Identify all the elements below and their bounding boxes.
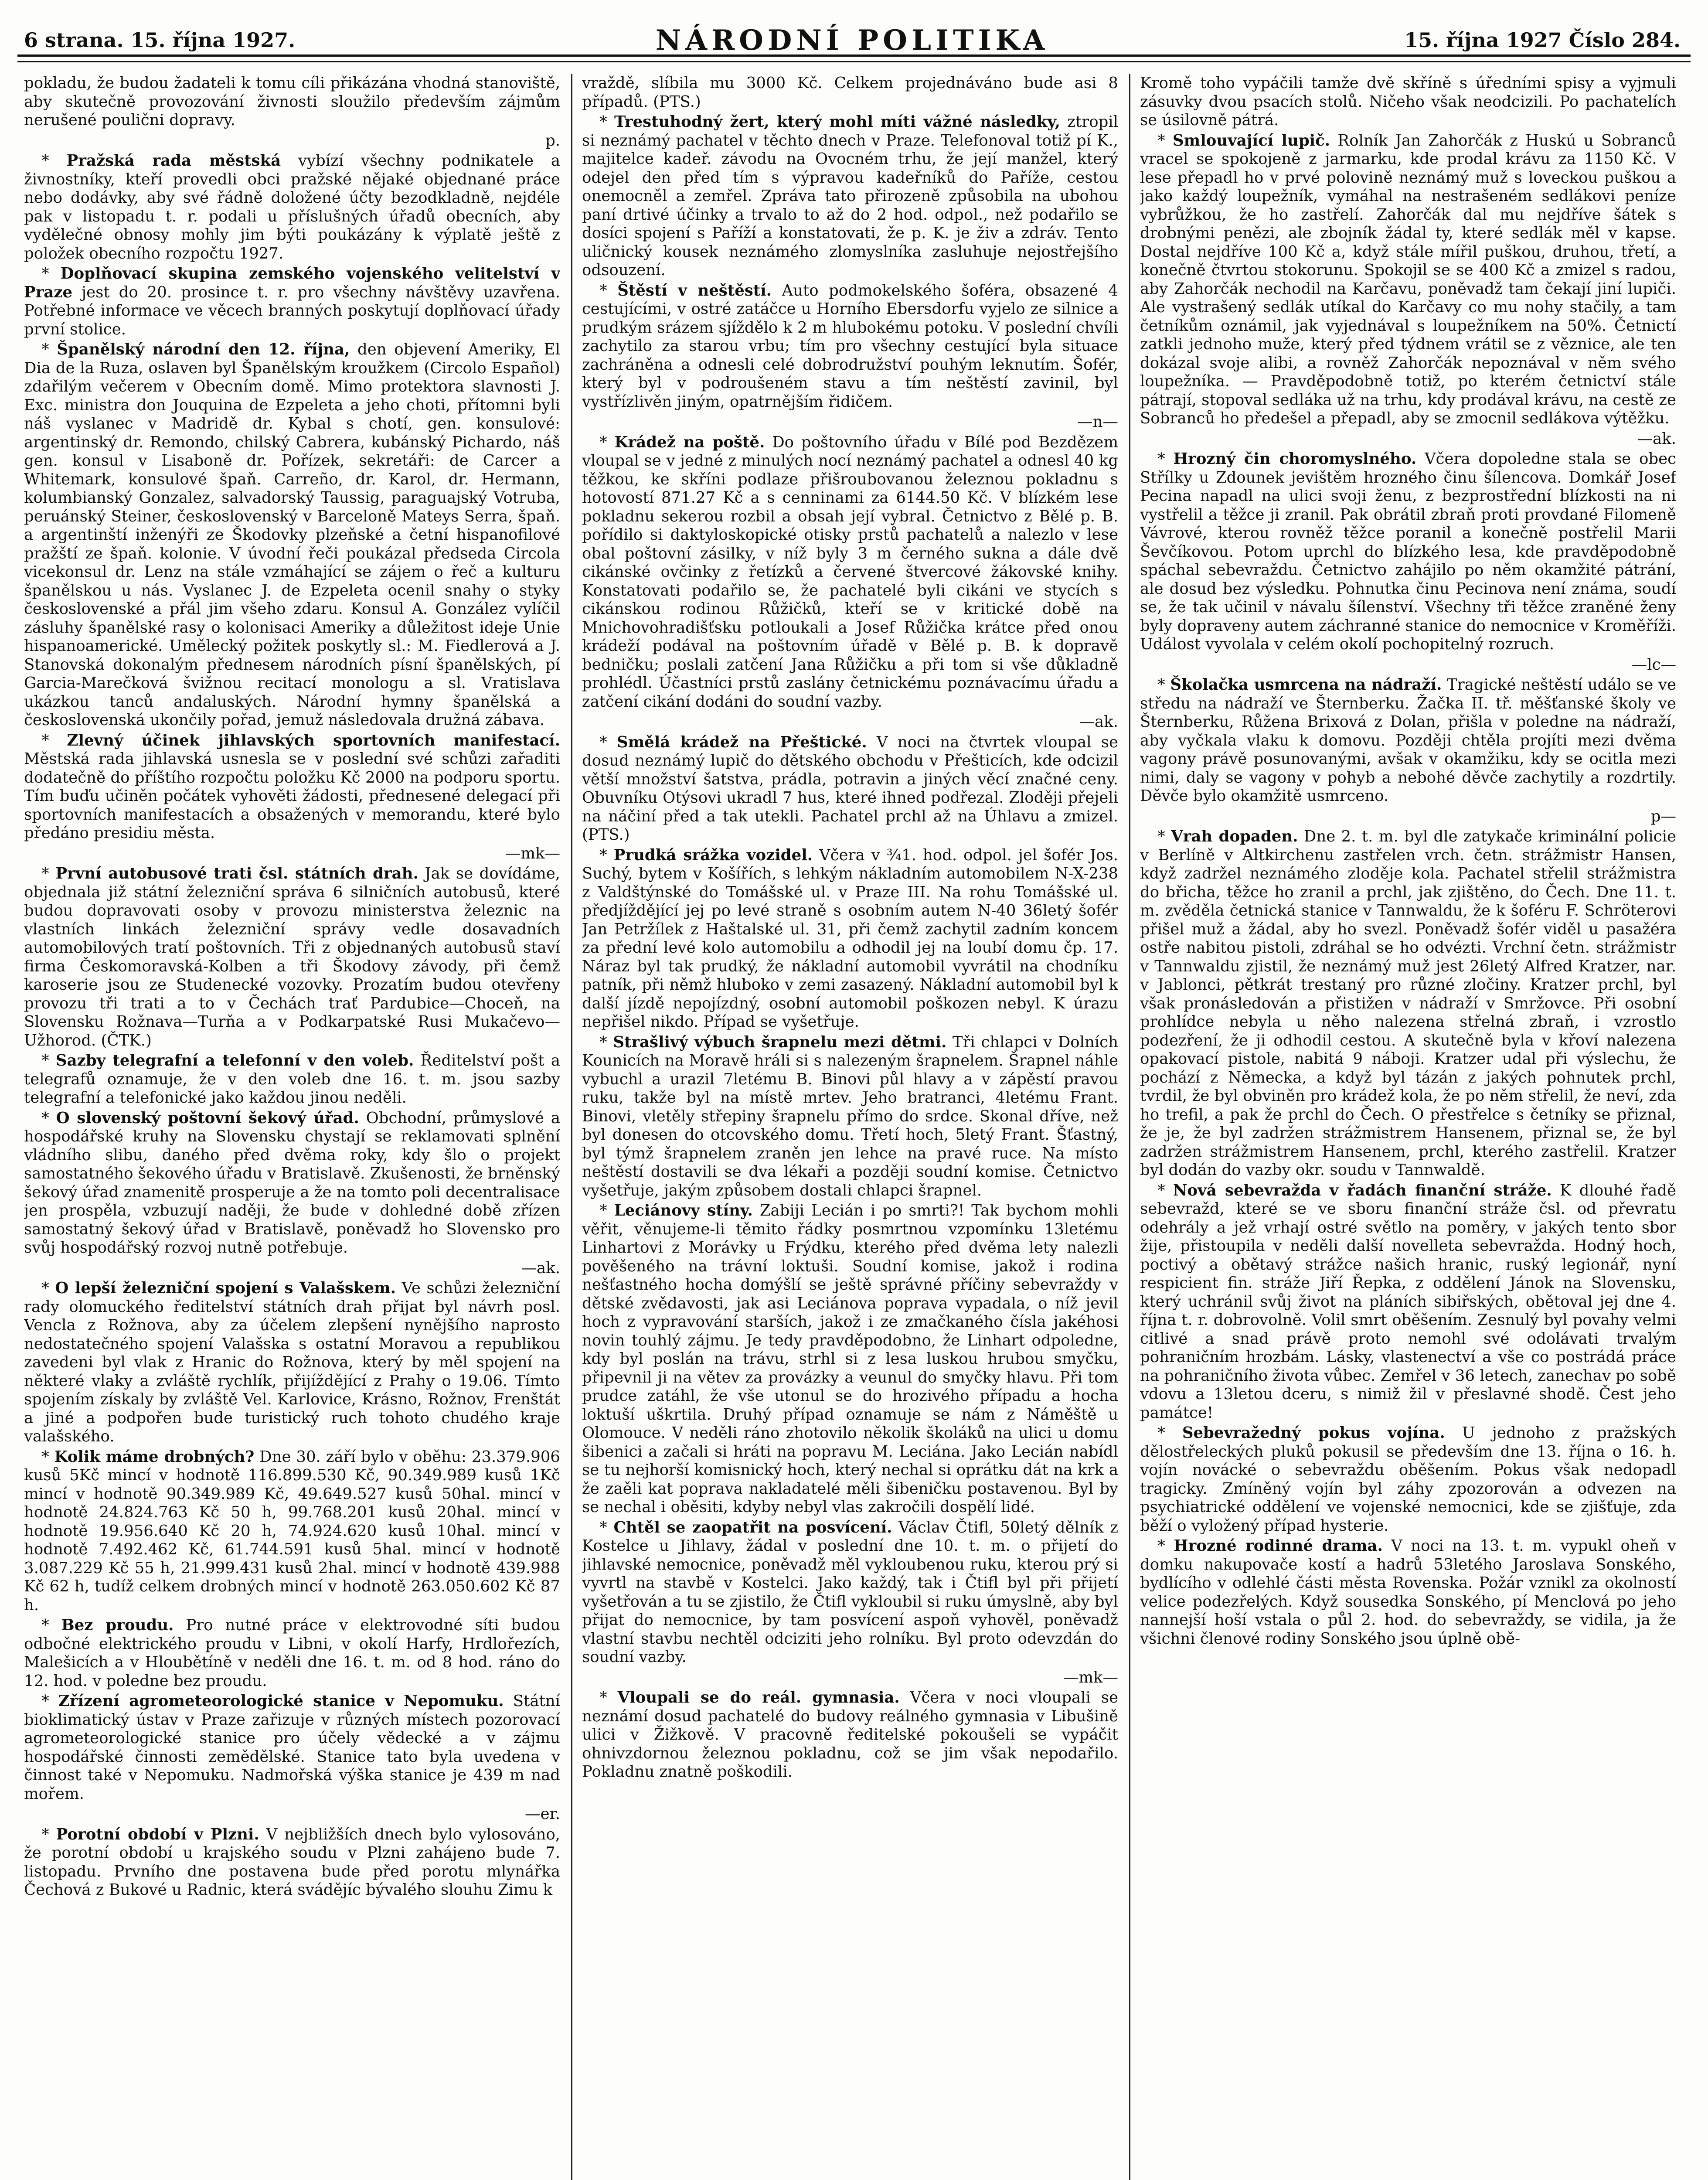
article-body: Včera v ¾1. hod. odpol. jel šofér Jos. Suchý, bytem v Košířích, s lehkým nákladním automobilem N-X-238 z Valdštýnské do Tomášské ul. v Praze III. Na rohu Tomášské ul. předjíždějící jej po levé straně s osobním autem N-40 36letý šofér Jan Petržílek z Haštalské ul. 31, při čemž zachytil zadním koncem za přední levé kolo automobilu a odhodil jej na loubí domu čp. 17. Náraz byl tak prudký, že nákladní automobil vyvrátil na chodníku patník, při němž hluboko v zemi zasazený. Nákladní automobil byl k další jízdě nepojízdný, osobní automobil poškozen nebyl. K úrazu nepřišel nikdo. Případ se vyšetřuje. <box>582 846 1118 1031</box>
news-article: * Vrah dopaden. Dne 2. t. m. byl dle zatykače kriminální policie v Berlíně v Altkirchenu zastřelen vrch. četn. strážmistr Hansen, když zadržel neznámého zloděje kola. Pachatel střelil strážmistra do břicha, těžce ho zranil a prchl, jak zjištěno, do Čech. Dne 11. t. m. zvěděla četnická stanice v Tannwaldu, že k šoféru F. Schröterovi přišel muž a žádal, aby ho svezl. Poněvadž šofér viděl u pasažéra ostře nabitou pistoli, zdráhal se ho odvézti. Vrchní četn. strážmistr v Tannwaldu zjistil, že neznámý muž jest 26letý Alfred Kratzer, nar. v Jablonci, pětkrát trestaný pro různé zločiny. Kratzer prchl, byl však pronásledován a přistižen v nádraží v Smržovce. Při osobní prohlídce nebyla u něho nalezena střelná zbraň, i vzrostlo podezření, že ji odhodil cestou. A skutečně byla v křoví nalezena opakovací pistole, nabitá 9 náboji. Kratzer udal při výslechu, že pochází z Německa, a když byl tázán z jakých pohnutek prchl, tvrdil, že byl obviněn pro krádež kola, že po něm střelil, že neví, zda ho trefil, a pak že prchl do Čech. O přestřelce s četníky se přiznal, že je, že byl zadržen strážmistrem Hansenem, přiznal se, že byl zadržen strážmistrem Hansenem, prchl, kterého zastřelil. Kratzer byl dodán do vazby okr. soudu v Tannwaldě. <box>1140 828 1676 1179</box>
article-signature: —lc— <box>1631 655 1676 674</box>
page-number-date: 6 strana. 15. října 1927. <box>24 28 296 52</box>
article-headline: Pražská rada městská <box>66 152 281 170</box>
article-headline: Hrozné rodinné drama. <box>1174 1537 1383 1555</box>
news-article: * Hrozné rodinné drama. V noci na 13. t. m. vypukl oheň v domku nakupovače kostí a hadrů 53letého Jaroslava Sonského, bydlícího v odlehlé části města Rovenska. Požár vznikl za okolností velice podezřelých. Když sousedka Sonského, pí Menclová po jeho nannejší hoší vstala o půl 2. hod. do sebevraždy, se vidila, ja že všichni členové rodiny Sonského jsou úplně obě- <box>1140 1537 1676 1648</box>
article-body: Václav Čtifl, 50letý dělník z Kostelce u Jihlavy, žádal v poslední dne 10. t. m. o přijetí do jihlavské nemocnice, poněvadž měl vykloubenou ruku, kterou prý si vyvrtl na stavbě v Kostelci. Jako každý, tak i Čtifl byl při přijetí vyšetřován a tu se zjistilo, že Čtifl vykloubil si ruku úmyslně, aby byl přijat do nemocnice, by tam posvícení aspoň vyhověl, poněvadž vlastní stavbu nechtěl odciziti jeho rolníku. Byl proto odevzdán do soudní vazby. <box>582 1518 1118 1666</box>
article-body: V noci na čtvrtek vloupal se dosud neznámý lupič do dětského obchodu v Přešticích, kde odcizil větší množství šatstva, prádla, potravin a jiných věcí značné ceny. Obuvníku Otýsovi ukradl 7 hus, které ihned podřezal. Zloději přejeli na náčiní před a tak utekli. Pachatel prchl až na Úhlavu a zmizel. (PTS.) <box>582 733 1118 844</box>
article-headline: Strašlivý výbuch šrapnelu mezi dětmi. <box>613 1033 947 1051</box>
article-headline: Prudká srážka vozidel. <box>613 846 813 864</box>
article-body: Včera v noci vloupali se neznámí dosud pachatelé do budovy reálného gymnasia v Libušině ulici v Žižkově. V pracovně ředitelské pokoušeli se vypáčit ohnivzdornou železnou pokladnu, což se jim však nepodařilo. Pokladnu znatně poškodili. <box>582 1689 1118 1781</box>
news-article: * Štěstí v neštěstí. Auto podmokelského šoféra, obsazené 4 cestujícími, v ostré zatáčce u Horního Ebersdorfu vyjelo ze silnice a prudkým srázem sjíždělo k 2 m hlubokému potoku. V poslední chvíli zachytilo za starou vrbu; tím pro všechny cestující byla situace zachráněna a odnesli celé dobrodružství pouhým leknutím. Šofér, který byl v podroušeném stavu a tím neštěstí zavinil, byl vystřízlivěn jiným, opatrnějším řidičem. <box>582 281 1118 411</box>
article-body: Dne 2. t. m. byl dle zatykače kriminální policie v Berlíně v Altkirchenu zastřelen vrch. četn. strážmistr Hansen, když zadržel neznámého zloděje kola. Pachatel střelil strážmistra do břicha, těžce ho zranil a prchl, jak zjištěno, do Čech. Dne 11. t. m. zvěděla četnická stanice v Tannwaldu, že k šoféru F. Schröterovi přišel muž a žádal, aby ho svezl. Poněvadž šofér viděl u pasažéra ostře nabitou pistoli, zdráhal se ho odvézti. Vrchní četn. strážmistr v Tannwaldu zjistil, že neznámý muž jest 26letý Alfred Kratzer, nar. v Jablonci, pětkrát trestaný pro různé zločiny. Kratzer prchl, byl však pronásledován a přistižen v nádraží v Smržovce. Při osobní prohlídce nebyla u něho nalezena střelná zbraň, i vzrostlo podezření, že ji odhodil cestou. A skutečně byla v křoví nalezena opakovací pistole, nabitá 9 náboji. Kratzer udal při výslechu, že pochází z Německa, a když byl tázán z jakých pohnutek prchl, tvrdil, že byl obviněn pro krádež kola, že po něm střelil, že neví, zda ho trefil, a pak že prchl do Čech. O přestřelce s četníky se přiznal, že je, že byl zadržen strážmistrem Hansenem, přiznal se, že byl zadržen strážmistrem Hansenem, prchl, kterého zastřelil. Kratzer byl dodán do vazby okr. soudu v Tannwaldě. <box>1140 828 1676 1179</box>
column-1 <box>24 74 560 2180</box>
article-body: V nejbližších dnech bylo vylosováno, že porotní období u krajského soudu v Plzni zahájeno bude 7. listopadu. Prvního dne postavena bude před porotu mlynářka Čechová z Bukové u Radnic, která svádějíc bývalého slouhu Zimu k <box>24 1825 560 1899</box>
article-headline: Nová sebevražda v řadách finanční stráže. <box>1173 1181 1552 1199</box>
article-body: Zabiji Lecián i po smrti?! Tak bychom mohli věřit, věnujeme-li těmito řádky posmrtnou vzpomínku 13letému Linhartovi z Morávky u Frýdku, kterého před dvěma lety nalezli pověšeného na trávní loktuši. Soudní komise, jakož i rodina nešťastného hocha domýšlí se ještě správné příčiny sebevraždy v dětské zvědavosti, jak asi Leciánova poprava vypadala, o níž jevil hoch z vypravování starších, jakož i ze zmačkaného čísla jakéhosi novin touhlý zájmu. Je tedy pravděpodobno, že Linhart odpoledne, kdy byl poslán na trávu, strhl si z lesa luskou hrubou smyčku, připevnil ji na větev za provázky a veunul do smyčky hlavu. Při tom prudce zatáhl, že vše utonul se do hrozivého případu a hocha loktuší uškrtila. Druhý případ oznamuje se nám z Náměště u Olomouce. V neděli ráno zhotovilo několik školáků na ulici u domu šibenici a začali si hráti na popravu M. Leciána. Jako Lecián nabídl se tu nejhorší komisnický hoch, který nechal si oprátku dát na krk a že zaěli kat poprava nakladatelé měli šibeničku postavenou. Byl by se nechal i oběsiti, kdyby nebyl vlas zakročili dospělí lidé. <box>582 1202 1118 1516</box>
article-headline: Španělský národní den 12. října, <box>57 341 350 358</box>
article-headline: Smělá krádež na Přeštické. <box>616 733 867 751</box>
article-body: Státní bioklimatický ústav v Praze zařizuje v různých místech pozorovací agrometeorologické stanice pro účely vědecké a v zájmu hospodářské činnosti zemědělské. Stanice tato byla uvedena v činnost také v Nepomuku. Nadmořská výška stanice je 439 m nad mořem. <box>24 1692 560 1803</box>
news-article: * Smlouvající lupič. Rolník Jan Zahorčák z Huskú u Sobranců vracel se spokojeně z jarmarku, kde prodal krávu za 1150 Kč. V lese přepadl ho v prvé polovině neznámý muž s loveckou puškou a jako každý loupežník, vymáhal na nestrašeném sedlákovi peníze vybrůžkou, že ho zastřelí. Zahorčák dal mu nejdříve šátek s drobnými penězi, ale zbojník žádal ty, které sedlák měl v kapse. Dostal nejdříve 100 Kč a, když stále mířil puškou, druhou, třetí, a konečně čtvrtou stokorunu. Spokojil se se 400 Kč a zmizel s radou, aby Zahorčák nechodil na Karčavu, poněvadž tam čekají jiní lupiči. Ale vystrašený sedlák utíkal do Karčavy co mu nohy stačily, a tam četníkům oznámil, jak vyjednával s loupežníkem na 50%. Četnictí zatkli jednoho muže, který před týdnem vrátil se z věznice, ale ten dokázal svoje alibi, a rovněž Zahorčák nepoznával v něm svého loupežníka. — Pravděpodobně totiž, po kterém četnictví stále pátrají, stopoval sedláka už na trhu, kdy prodával krávu, na cestě ze Sobranců ho předešel a přepadl, aby se zmocnil sedlákova výtěžku. <box>1140 131 1676 427</box>
news-article: * Krádež na poště. Do poštovního úřadu v Bílé pod Bezdězem vloupal se v jedné z minulých nocí neznámý pachatel a odnesl 40 kg těžkou, ke skříni podlaze přišroubovanou železnou pokladnu s hotovostí 871.27 Kč a s cenninami za 6144.50 Kč. V blízkém lese pokladnu sekerou rozbil a obsah její vybral. Četnictvo z Bělé p. B. pořídilo si daktyloskopické otisky prstů pachatelů a nalezlo v lese obal poštovní zásilky, v níž byly 3 m černého sukna a dále dvě cikánské ovčinky z řetízků a červené štvercové žákovské knihy. Konstatovati podařilo se, že pachatelé byli cikáni ve stycích s cikánskou rodinou Růžičků, kteří se v kritické době na Mnichovohradišťsku potloukali a Josef Růžička krátce před onou krádeží podával na poštovním úřadě v Bělé p. B. k dopravě bedničku; poslali zatčení Jana Růžičku a při tom si vše důkladně prohlédl. Účastníci prstů zaslány četnickému poznávacímu úřadu a zatčení cikání dodáni do soudní vazby. <box>582 433 1118 711</box>
article-signature: —mk— <box>1063 1668 1118 1686</box>
article-headline: Kolik máme drobných? <box>54 1448 255 1466</box>
news-article: * Zlevný účinek jihlavských sportovních manifestací. Městská rada jihlavská usnesla se v poslední své schůzi zařaditi dodatečně do příštího rozpočtu položku Kč 2000 na podporu sportu. Tím buďu učiněn počátek vyhověti žádosti, přednesené delegací při sportovních manifestacích a obsažených v memorandu, které bylo předáno presidiu města. <box>24 731 560 842</box>
article-headline: Školačka usmrcena na nádraží. <box>1170 676 1442 694</box>
article-signature: —n— <box>1077 413 1118 431</box>
article-signature: —ak. <box>521 1259 560 1277</box>
column-3 <box>1140 74 1676 2180</box>
article-body: den objevení Ameriky, El Dia de la Ruza, oslaven byl Španělským kroužkem (Circolo Español) zdařilým večerem v Obecním domě. Mimo protektora slavnosti J. Exc. ministra don Jouquina de Ezpeleta a jeho choti, přítomni byli náš vyslanec v Madridě dr. Kybal s chotí, gen. konsulové: argentinský dr. Remondo, chilský Cabrera, kubánský Pichardo, náš gen. konsul v Lisaboně dr. Pořízek, sekretáři: de Carcer a Whitemark, konsulové špaň. Carreño, dr. Karol, dr. Hermann, kolumbianský Gonzalez, salvadorský Taussig, paraguajský Votruba, peruánský Steiner, československý v Barceloně Mateys Serra, špaň. a argentinští inženýři ze Škodovky plzeňské a četní hispanofilové pražští ze špaň. kolonie. V úvodní řeči poukázal předseda Circola vicekonsul dr. Lenz na stále vzmáhající se zájem o řeč a kulturu španělskou u nás. Vyslanec J. de Ezpeleta ocenil snahy o styky československé a přál jim všeho zdaru. Konsul A. González vylíčil zásluhy španělské rasy o kolonisaci Ameriky a důležitost ideje Unie hispanoamerické. Umělecký požitek poskytly sl.: M. Fiedlerová a J. Stanovská dokonalým přednesem národních písní španělských, pí Garcia-Marečková švižnou recitací monologu a sl. Vratislava ukázkou tanců andaluských. Národní hymny španělská a československá ukončily pořad, jemuž následovala družná zábava. <box>24 341 560 729</box>
news-article: * O slovenský poštovní šekový úřad. Obchodní, průmyslové a hospodářské kruhy na Slovensku chystají se reklamovati splnění vládního slibu, daného před dvěma roky, kdy šlo o projekt samostatného šekového úřadu v Bratislavě. Zkušenosti, že brněnský šekový úřad znamenitě prosperuje a že na tomto poli decentralisace jen prospěla, vzbuzují naději, že bude v dohledné době zřízen samostatný šekový úřad v Bratislavě, poněvadž ho Slovensko pro svůj hospodářský rozvoj nutně potřebuje. <box>24 1109 560 1257</box>
news-article: * Strašlivý výbuch šrapnelu mezi dětmi. Tři chlapci v Dolních Kounicích na Moravě hráli si s nalezeným šrapnelem. Šrapnel náhle vybuchl a urazil 7letému B. Binovi půl hlavy a v zápěstí pravou ruku, takže byl na místě mrtev. Jeho bratranci, 4letému Frant. Binovi, vletěly střepiny šrapnelu přímo do srdce. Skonal dříve, než byl donesen do otcovského domu. Třetí hoch, 5letý Frant. Šťastný, byl týmž šrapnelem zraněn jen lehce na pravé ruce. Na místo neštěstí dostavili se dva lékaři a později soudní komise. Četnictvo vyšetřuje, jakým způsobem dostali chlapci šrapnel. <box>582 1033 1118 1199</box>
news-article: * Zřízení agrometeorologické stanice v Nepomuku. Státní bioklimatický ústav v Praze zařizuje v různých místech pozorovací agrometeorologické stanice pro účely vědecké a v zájmu hospodářské činnosti zemědělské. Stanice tato byla uvedena v činnost také v Nepomuku. Nadmořská výška stanice je 439 m nad mořem. <box>24 1692 560 1803</box>
news-article: * Trestuhodný žert, který mohl míti vážné následky, ztropil si neznámý pachatel v těchto dnech v Praze. Telefonoval totiž pí K., majitelce kadeř. závodu na Ovocném trhu, že její manžel, který odejel den před tím s výpravou kadeřníků do Paříže, cestou onemocněl a zemřel. Zpráva tato přirozeně způsobila na ubohou paní drtivé účinky a trvalo to až do 2 hod. odpol., než podařilo se dosíci spojení s Paříží a konstatovati, že p. K. je živ a zdráv. Tento uličnický kousek neznámého zlomyslníka zasluhuje nejostřejšího odsouzení. <box>582 113 1118 279</box>
news-article: * Pražská rada městská vybízí všechny podnikatele a živnostníky, kteří provedli obci pražské nějaké objednané práce nebo dodávky, aby své řádně doložené účty bezodkladně, nejdéle pak v listopadu t. r. podali u příslušných úřadů obecních, aby vydělečné obnosy mohly jim býti poukázány k výplatě ještě z položek obecního rozpočtu 1927. <box>24 152 560 262</box>
column-2 <box>582 74 1118 2180</box>
news-article: * Leciánovy stíny. Zabiji Lecián i po smrti?! Tak bychom mohli věřit, věnujeme-li těmito řádky posmrtnou vzpomínku 13letému Linhartovi z Morávky u Frýdku, kterého před dvěma lety nalezli pověšeného na trávní loktuši. Soudní komise, jakož i rodina nešťastného hocha domýšlí se ještě správné příčiny sebevraždy v dětské zvědavosti, jak asi Leciánova poprava vypadala, o níž jevil hoch z vypravování starších, jakož i ze zmačkaného čísla jakéhosi novin touhlý zájmu. Je tedy pravděpodobno, že Linhart odpoledne, kdy byl poslán na trávu, strhl si z lesa luskou hrubou smyčku, připevnil ji na větev za provázky a veunul do smyčky hlavu. Při tom prudce zatáhl, že vše utonul se do hrozivého případu a hocha loktuší uškrtila. Druhý případ oznamuje se nám z Náměště u Olomouce. V neděli ráno zhotovilo několik školáků na ulici u domu šibenici a začali si hráti na popravu M. Leciána. Jako Lecián nabídl se tu nejhorší komisnický hoch, který nechal si oprátku dát na krk a že zaěli kat poprava nakladatelé měli šibeničku postavenou. Byl by se nechal i oběsiti, kdyby nebyl vlas zakročili dospělí lidé. <box>582 1202 1118 1516</box>
article-signature: —mk— <box>505 844 560 862</box>
article-headline: Smlouvající lupič. <box>1173 131 1330 150</box>
article-body: Ve schůzi železniční rady olomuckého ředitelství státních drah přijat byl návrh posl. Vencla z Rožnova, aby za účelem zlepšení nynějšího naprosto nedostatečného spojení Valašska s ostatní Moravou a republikou zavedeni byl vlak z Hranic do Rožnova, který by měl spojení na některé vlaky a zvláště rychlík, přijíždějící z Prahy o 19.06. Tímto spojením získaly by zvláště Vel. Karlovice, Krásno, Rožnov, Frenštát a jiné a podpořen bude turistický ruch tohoto chudého kraje valašského. <box>24 1279 560 1445</box>
article-body: vybízí všechny podnikatele a živnostníky, kteří provedli obci pražské nějaké objednané práce nebo dodávky, aby své řádně doložené účty bezodkladně, nejdéle pak v listopadu t. r. podali u příslušných úřadů obecních, aby vydělečné obnosy mohly jim býti poukázány k výplatě ještě z položek obecního rozpočtu 1927. <box>24 152 560 262</box>
news-article: * Bez proudu. Pro nutné práce v elektrovodné síti budou odbočné elektrického proudu v Libni, v okolí Harfy, Hrdlořezích, Malešicích a v Hloubětíně v neděli dne 16. t. m. od 8 hod. ráno do 12. hod. v poledne bez proudu. <box>24 1616 560 1690</box>
article-body: Obchodní, průmyslové a hospodářské kruhy na Slovensku chystají se reklamovati splnění vládního slibu, daného před dvěma roky, kdy šlo o projekt samostatného šekového úřadu v Bratislavě. Zkušenosti, že brněnský šekový úřad znamenitě prosperuje a že na tomto poli decentralisace jen prospěla, vzbuzují naději, že bude v dohledné době zřízen samostatný šekový úřad v Bratislavě, poněvadž ho Slovensko pro svůj hospodářský rozvoj nutně potřebuje. <box>24 1109 560 1257</box>
news-article: * O lepší železniční spojení s Valašskem. Ve schůzi železniční rady olomuckého ředitelství státních drah přijat byl návrh posl. Vencla z Rožnova, aby za účelem zlepšení nynějšího naprosto nedostatečného spojení Valašska s ostatní Moravou a republikou zavedeni byl vlak z Hranic do Rožnova, který by měl spojení na některé vlaky a zvláště rychlík, přijíždějící z Prahy o 19.06. Tímto spojením získaly by zvláště Vel. Karlovice, Krásno, Rožnov, Frenštát a jiné a podpořen bude turistický ruch tohoto chudého kraje valašského. <box>24 1279 560 1445</box>
column-divider <box>571 74 572 2180</box>
article-continuation: pokladu, že budou žadateli k tomu cíli přikázána vhodná stanoviště, aby skutečně provozování živnosti sloužilo především zájmům nerušené poulični dopravy. <box>24 74 560 129</box>
article-headline: Doplňovací skupina zemského vojenského velitelství v Praze <box>24 265 560 301</box>
article-headline: První autobusové trati čsl. státních drah. <box>55 865 418 882</box>
article-body: Do poštovního úřadu v Bílé pod Bezdězem vloupal se v jedné z minulých nocí neznámý pachatel a odnesl 40 kg těžkou, ke skříni podlaze přišroubovanou železnou pokladnu s hotovostí 871.27 Kč a s cenninami za 6144.50 Kč. V blízkém lese pokladnu sekerou rozbil a obsah její vybral. Četnictvo z Bělé p. B. pořídilo si daktyloskopické otisky prstů pachatelů a nalezlo v lese obal poštovní zásilky, v níž byly 3 m černého sukna a dále dvě cikánské ovčinky z řetízků a červené štvercové žákovské knihy. Konstatovati podařilo se, že pachatelé byli cikáni ve stycích s cikánskou rodinou Růžičků, kteří se v kritické době na Mnichovohradišťsku potloukali a Josef Růžička krátce před onou krádeží podával na poštovním úřadě v Bělé p. B. k dopravě bedničku; poslali zatčení Jana Růžičku a při tom si vše důkladně prohlédl. Účastníci prstů zaslány četnickému poznávacímu úřadu a zatčení cikání dodáni do soudní vazby. <box>582 433 1118 711</box>
header-rule <box>17 54 1691 57</box>
article-body: ztropil si neznámý pachatel v těchto dnech v Praze. Telefonoval totiž pí K., majitelce kadeř. závodu na Ovocném trhu, že její manžel, který odejel den před tím s výpravou kadeřníků do Paříže, cestou onemocněl a zemřel. Zpráva tato přirozeně způsobila na ubohou paní drtivé účinky a trvalo to až do 2 hod. odpol., než podařilo se dosíci spojení s Paříží a konstatovati, že p. K. je živ a zdráv. Tento uličnický kousek neznámého zlomyslníka zasluhuje nejostřejšího odsouzení. <box>582 113 1118 279</box>
article-body: Pro nutné práce v elektrovodné síti budou odbočné elektrického proudu v Libni, v okolí Harfy, Hrdlořezích, Malešicích a v Hloubětíně v neděli dne 16. t. m. od 8 hod. ráno do 12. hod. v poledne bez proudu. <box>24 1616 560 1690</box>
article-body: K dlouhé řadě sebevražd, které se ve sboru finanční stráže čsl. od převratu odehrály a jež vrhají ostré světlo na poměry, v jakých tento sbor žije, přistoupila v neděli další novelleta sebevražda. Hodný hoch, poctivý a obětavý strážce našich hranic, ruský legionář, nyní respicient fin. stráže Jiří Řepka, z oddělení Jánok na Slovensku, který uchránil svůj život na pláních sibiřských, obětoval jej dne 4. října t. r. dobrovolně. Volil smrt oběšením. Zesnulý byl povahy velmi citlivé a snad právě proto nemohl své odolávati trvalým pohraničním hrozbám. Lásky, vlastenectví a vše co postrádá práce na pohraničního života vůbec. Zemřel v 36 letech, zanechav po sobě vdovu a 13letou dceru, s nimiž žil v přeslavné shodě. Čest jeho památce! <box>1140 1181 1676 1422</box>
article-headline: Vloupali se do reál. gymnasia. <box>617 1689 900 1707</box>
article-continuation: vraždě, slíbila mu 3000 Kč. Celkem projednáváno bude asi 8 případů. (PTS.) <box>582 74 1118 111</box>
news-article: * Kolik máme drobných? Dne 30. září bylo v oběhu: 23.379.906 kusů 5Kč mincí v hodnotě 116.899.530 Kč, 90.349.989 kusů 1Kč mincí v hodnotě 90.349.989 Kč, 49.649.527 kusů 50hal. mincí v hodnotě 24.824.763 Kč 50 h, 99.768.201 kusů 20hal. mincí v hodnotě 19.956.640 Kč 20 h, 74.924.620 kusů 10hal. mincí v hodnotě 7.492.462 Kč, 61.744.591 kusů 5hal. mincí v hodnotě 3.087.229 Kč 55 h, 21.999.431 kusů 2hal. mincí v hodnotě 439.988 Kč 62 h, tudíž celkem drobných mincí v hodnotě 263.050.602 Kč 87 h. <box>24 1448 560 1614</box>
news-article: * Vloupali se do reál. gymnasia. Včera v noci vloupali se neznámí dosud pachatelé do budovy reálného gymnasia v Libušině ulici v Žižkově. V pracovně ředitelské pokoušeli se vypáčit ohnivzdornou železnou pokladnu, což se jim však nepodařilo. Pokladnu znatně poškodili. <box>582 1689 1118 1781</box>
article-headline: Krádež na poště. <box>614 433 765 451</box>
article-body: Auto podmokelského šoféra, obsazené 4 cestujícími, v ostré zatáčce u Horního Ebersdorfu vyjelo ze silnice a prudkým srázem sjíždělo k 2 m hlubokému potoku. V poslední chvíli zachytilo za starou vrbu; tím pro všechny cestující byla situace zachráněna a odnesli celé dobrodružství pouhým leknutím. Šofér, který byl v podroušeném stavu a tím neštěstí zavinil, byl vystřízlivěn jiným, opatrnějším řidičem. <box>582 281 1118 411</box>
column-divider <box>1129 74 1130 2180</box>
article-signature: p— <box>1650 807 1676 825</box>
article-body: Dne 30. září bylo v oběhu: 23.379.906 kusů 5Kč mincí v hodnotě 116.899.530 Kč, 90.349.989 kusů 1Kč mincí v hodnotě 90.349.989 Kč, 49.649.527 kusů 50hal. mincí v hodnotě 24.824.763 Kč 50 h, 99.768.201 kusů 20hal. mincí v hodnotě 19.956.640 Kč 20 h, 74.924.620 kusů 10hal. mincí v hodnotě 7.492.462 Kč, 61.744.591 kusů 5hal. mincí v hodnotě 3.087.229 Kč 55 h, 21.999.431 kusů 2hal. mincí v hodnotě 439.988 Kč 62 h, tudíž celkem drobných mincí v hodnotě 263.050.602 Kč 87 h. <box>24 1448 560 1614</box>
article-body: U jednoho z pražských dělostřeleckých pluků pokusil se především dne 13. října o 16. h. vojín novácké o sebevraždu oběšením. Pokus však nedopadl tragicky. Zmíněný vojín byl záhy zpozorován a odvezen na psychiatrické oddělení ve vojenské nemocnici, kde se zjišťuje, zda běží o vyložený případ hysterie. <box>1140 1424 1676 1535</box>
news-article: * Porotní období v Plzni. V nejbližších dnech bylo vylosováno, že porotní období u krajského soudu v Plzni zahájeno bude 7. listopadu. Prvního dne postavena bude před porotu mlynářka Čechová z Bukové u Radnic, která svádějíc bývalého slouhu Zimu k <box>24 1825 560 1899</box>
article-headline: Zlevný účinek jihlavských sportovních manifestací. <box>67 731 560 749</box>
article-signature: —ak. <box>1079 713 1118 731</box>
article-headline: Hrozný čin choromyslného. <box>1173 450 1417 468</box>
article-signature: p. <box>545 131 560 150</box>
article-body: Ředitelství pošt a telegrafů oznamuje, že v den voleb dne 16. t. m. jsou sazby telegrafní a telefonické jako každou jinou neděli. <box>24 1052 560 1107</box>
article-headline: O lepší železniční spojení s Valašskem. <box>55 1279 396 1297</box>
article-headline: Zřízení agrometeorologické stanice v Nepomuku. <box>58 1692 504 1710</box>
news-article: * Sazby telegrafní a telefonní v den voleb. Ředitelství pošt a telegrafů oznamuje, že v den voleb dne 16. t. m. jsou sazby telegrafní a telefonické jako každou jinou neděli. <box>24 1052 560 1107</box>
article-headline: Chtěl se zaopatřit na posvícení. <box>613 1518 892 1536</box>
news-article: * Školačka usmrcena na nádraží. Tragické neštěstí událo se ve středu na nádraží ve Šternberku. Žačka II. tř. měšťanské školy ve Šternberku, Růžena Brixová z Dolan, přišla v poledne na nádraží, aby vyčkala vlaku k domovu. Později chtěla projíti mezi dvěma vagony právě posunovanými, avšak v okamžiku, kdy se ocitla mezi nimi, daly se vagony v pohyb a nebohé děvče zachytily a rozdrtily. Děvče bylo okamžitě usmrceno. <box>1140 676 1676 805</box>
article-headline: Bez proudu. <box>61 1616 174 1634</box>
news-article: * Chtěl se zaopatřit na posvícení. Václav Čtifl, 50letý dělník z Kostelce u Jihlavy, žádal v poslední dne 10. t. m. o přijetí do jihlavské nemocnice, poněvadž měl vykloubenou ruku, kterou prý si vyvrtl na stavbě v Kostelci. Jako každý, tak i Čtifl byl při přijetí vyšetřován a tu se zjistilo, že Čtifl vykloubil si ruku úmyslně, aby byl přijat do nemocnice, by tam posvícení aspoň vyhověl, poněvadž vlastní stavbu nechtěl odciziti jeho rolníku. Byl proto odevzdán do soudní vazby. <box>582 1518 1118 1666</box>
article-continuation: Kromě toho vypáčili tamže dvě skříně s úředními spisy a vyjmuli zásuvky dvou psacích stolů. Ničeho však neodcizili. Po pachatelích se úsilovně pátrá. <box>1140 74 1676 129</box>
news-article: * Sebevražedný pokus vojína. U jednoho z pražských dělostřeleckých pluků pokusil se především dne 13. října o 16. h. vojín novácké o sebevraždu oběšením. Pokus však nedopadl tragicky. Zmíněný vojín byl záhy zpozorován a odvezen na psychiatrické oddělení ve vojenské nemocnici, kde se zjišťuje, zda běží o vyložený případ hysterie. <box>1140 1424 1676 1535</box>
article-headline: Porotní období v Plzni. <box>56 1825 259 1843</box>
article-body: Rolník Jan Zahorčák z Huskú u Sobranců vracel se spokojeně z jarmarku, kde prodal krávu za 1150 Kč. V lese přepadl ho v prvé polovině neznámý muž s loveckou puškou a jako každý loupežník, vymáhal na nestrašeném sedlákovi peníze vybrůžkou, že ho zastřelí. Zahorčák dal mu nejdříve šátek s drobnými penězi, ale zbojník žádal ty, které sedlák měl v kapse. Dostal nejdříve 100 Kč a, když stále mířil puškou, druhou, třetí, a konečně čtvrtou stokorunu. Spokojil se se 400 Kč a zmizel s radou, aby Zahorčák nechodil na Karčavu, poněvadž tam čekají jiní lupiči. Ale vystrašený sedlák utíkal do Karčavy co mu nohy stačily, a tam četníkům oznámil, jak vyjednával s loupežníkem na 50%. Četnictí zatkli jednoho muže, který před týdnem vrátil se z věznice, ale ten dokázal svoje alibi, a rovněž Zahorčák nepoznával v něm svého loupežníka. — Pravděpodobně totiž, po kterém četnictví stále pátrají, stopoval sedláka už na trhu, kdy prodával krávu, na cestě ze Sobranců ho předešel a přepadl, aby se zmocnil sedlákova výtěžku. <box>1140 131 1676 427</box>
issue-date-number: 15. října 1927 Číslo 284. <box>1404 28 1681 52</box>
news-article: * Hrozný čin choromyslného. Včera dopoledne stala se obec Střílky u Zdounek jevištěm hrozného činu šílencova. Domkář Josef Pecina napadl na ulici svoji ženu, z bezprostřední blízkosti na ni vystřelil a těžce ji zranil. Pak obrátil zbraň proti provdané Filomeně Vávrové, kterou rovněž těžce poranil a konečně postřelil Marii Ševčíkovou. Potom uprchl do blízkého lesa, kde pravděpodobně spáchal sebevraždu. Četnictvo zahájilo po něm okamžité pátrání, ale dosud bez výsledku. Pohnutka činu Pecinova není známa, soudí se, že tak učinil v návalu šílenství. Všechny tři těžce zraněné ženy byly dopraveny autem záchranné stanice do nemocnice v Kroměříži. Událost vyvolala v celém okolí pochopitelný rozruch. <box>1140 450 1676 653</box>
news-article: * Prudká srážka vozidel. Včera v ¾1. hod. odpol. jel šofér Jos. Suchý, bytem v Košířích, s lehkým nákladním automobilem N-X-238 z Valdštýnské do Tomášské ul. v Praze III. Na rohu Tomášské ul. předjíždějící jej po levé straně s osobním autem N-40 36letý šofér Jan Petržílek z Haštalské ul. 31, při čemž zachytil zadním koncem za přední levé kolo automobilu a odhodil jej na loubí domu čp. 17. Náraz byl tak prudký, že nákladní automobil vyvrátil na chodníku patník, při němž hluboko v zemi zasazený. Nákladní automobil byl k další jízdě nepojízdný, osobní automobil poškozen nebyl. K úrazu nepřišel nikdo. Případ se vyšetřuje. <box>582 846 1118 1031</box>
article-signature: —ak. <box>1637 429 1676 448</box>
news-article: * Doplňovací skupina zemského vojenského velitelství v Praze jest do 20. prosince t. r. pro všechny návštěvy uzavřena. Potřebné informace ve věcech branných poskytují doplňovací úřady první stolice. <box>24 265 560 338</box>
article-body: V noci na 13. t. m. vypukl oheň v domku nakupovače kostí a hadrů 53letého Jaroslava Sonského, bydlícího v odlehlé části města Rovenska. Požár vznikl za okolností velice podezřelých. Když sousedka Sonského, pí Menclová po jeho nannejší hoší vstala o půl 2. hod. do sebevraždy, se vidila, ja že všichni členové rodiny Sonského jsou úplně obě- <box>1140 1537 1676 1648</box>
article-headline: Leciánovy stíny. <box>614 1202 753 1219</box>
article-headline: O slovenský poštovní šekový úřad. <box>56 1109 359 1127</box>
article-body: Včera dopoledne stala se obec Střílky u Zdounek jevištěm hrozného činu šílencova. Domkář Josef Pecina napadl na ulici svoji ženu, z bezprostřední blízkosti na ni vystřelil a těžce ji zranil. Pak obrátil zbraň proti provdané Filomeně Vávrové, kterou rovněž těžce poranil a konečně postřelil Marii Ševčíkovou. Potom uprchl do blízkého lesa, kde pravděpodobně spáchal sebevraždu. Četnictvo zahájilo po něm okamžité pátrání, ale dosud bez výsledku. Pohnutka činu Pecinova není známa, soudí se, že tak učinil v návalu šílenství. Všechny tři těžce zraněné ženy byly dopraveny autem záchranné stanice do nemocnice v Kroměříži. Událost vyvolala v celém okolí pochopitelný rozruch. <box>1140 450 1676 653</box>
article-body: jest do 20. prosince t. r. pro všechny návštěvy uzavřena. Potřebné informace ve věcech branných poskytují doplňovací úřady první stolice. <box>24 283 560 338</box>
article-headline: Štěstí v neštěstí. <box>617 281 772 300</box>
article-body: Tři chlapci v Dolních Kounicích na Moravě hráli si s nalezeným šrapnelem. Šrapnel náhle vybuchl a urazil 7letému B. Binovi půl hlavy a v zápěstí pravou ruku, takže byl na místě mrtev. Jeho bratranci, 4letému Frant. Binovi, vletěly střepiny šrapnelu přímo do srdce. Skonal dříve, než byl donesen do otcovského domu. Třetí hoch, 5letý Frant. Šťastný, byl týmž šrapnelem zraněn jen lehce na pravé ruce. Na místo neštěstí dostavili se dva lékaři a později soudní komise. Četnictvo vyšetřuje, jakým způsobem dostali chlapci šrapnel. <box>582 1033 1118 1199</box>
masthead-title: NÁRODNÍ POLITIKA <box>655 24 1049 57</box>
article-body: Tragické neštěstí událo se ve středu na nádraží ve Šternberku. Žačka II. tř. měšťanské školy ve Šternberku, Růžena Brixová z Dolan, přišla v poledne na nádraží, aby vyčkala vlaku k domovu. Později chtěla projíti mezi dvěma vagony právě posunovanými, avšak v okamžiku, kdy se ocitla mezi nimi, daly se vagony v pohyb a nebohé děvče zachytily a rozdrtily. Děvče bylo okamžitě usmrceno. <box>1140 676 1676 805</box>
news-article: * Nová sebevražda v řadách finanční stráže. K dlouhé řadě sebevražd, které se ve sboru finanční stráže čsl. od převratu odehrály a jež vrhají ostré světlo na poměry, v jakých tento sbor žije, přistoupila v neděli další novelleta sebevražda. Hodný hoch, poctivý a obětavý strážce našich hranic, ruský legionář, nyní respicient fin. stráže Jiří Řepka, z oddělení Jánok na Slovensku, který uchránil svůj život na pláních sibiřských, obětoval jej dne 4. října t. r. dobrovolně. Volil smrt oběšením. Zesnulý byl povahy velmi citlivé a snad právě proto nemohl své odolávati trvalým pohraničním hrozbám. Lásky, vlastenectví a vše co postrádá práce na pohraničního života vůbec. Zemřel v 36 letech, zanechav po sobě vdovu a 13letou dceru, s nimiž žil v přeslavné shodě. Čest jeho památce! <box>1140 1181 1676 1422</box>
article-headline: Trestuhodný žert, který mohl míti vážné následky, <box>614 113 1060 131</box>
article-headline: Sazby telegrafní a telefonní v den voleb. <box>55 1052 414 1070</box>
article-signature: —er. <box>525 1805 560 1823</box>
article-body: Jak se dovídáme, objednala již státní železniční správa 6 silničních autobusů, které budou dopravovati osoby v provozu ministerstva železnic na vlastních linkách železniční správy vedle dosavadních automobilových tratí poštovních. Tři z objednaných autobusů staví firma Českomoravská-Kolben a tři Škodovy závody, při čemž karoserie jsou ze Studenecké vozovky. Prozatím budou otevřeny provozu tři trati a to v Čechách trať Pardubice—Choceň, na Slovensku Rožnava—Turňa a v Podkarpatské Rusi Mukačevo—Užhorod. (ČTK.) <box>24 865 560 1049</box>
news-article: * Smělá krádež na Přeštické. V noci na čtvrtek vloupal se dosud neznámý lupič do dětského obchodu v Přešticích, kde odcizil větší množství šatstva, prádla, potravin a jiných věcí značné ceny. Obuvníku Otýsovi ukradl 7 hus, které ihned podřezal. Zloději přejeli na náčiní před a tak utekli. Pachatel prchl až na Úhlavu a zmizel. (PTS.) <box>582 733 1118 844</box>
news-article: * Španělský národní den 12. října, den objevení Ameriky, El Dia de la Ruza, oslaven byl Španělským kroužkem (Circolo Español) zdařilým večerem v Obecním domě. Mimo protektora slavnosti J. Exc. ministra don Jouquina de Ezpeleta a jeho choti, přítomni byli náš vyslanec v Madridě dr. Kybal s chotí, gen. konsulové: argentinský dr. Remondo, chilský Cabrera, kubánský Pichardo, náš gen. konsul v Lisaboně dr. Pořízek, sekretáři: de Carcer a Whitemark, konsulové špaň. Carreño, dr. Karol, dr. Hermann, kolumbianský Gonzalez, salvadorský Taussig, paraguajský Votruba, peruánský Steiner, československý v Barceloně Mateys Serra, špaň. a argentinští inženýři ze Škodovky plzeňské a četní hispanofilové pražští ze špaň. kolonie. V úvodní řeči poukázal předseda Circola vicekonsul dr. Lenz na stále vzmáhající se zájem o řeč a kulturu španělskou u nás. Vyslanec J. de Ezpeleta ocenil snahy o styky československé a přál jim všeho zdaru. Konsul A. González vylíčil zásluhy španělské rasy o kolonisaci Ameriky a důležitost ideje Unie hispanoamerické. Umělecký požitek poskytly sl.: M. Fiedlerová a J. Stanovská dokonalým přednesem národních písní španělských, pí Garcia-Marečková švižnou recitací monologu a sl. Vratislava ukázkou tanců andaluských. Národní hymny španělská a československá ukončily pořad, jemuž následovala družná zábava. <box>24 341 560 729</box>
news-article: * První autobusové trati čsl. státních drah. Jak se dovídáme, objednala již státní železniční správa 6 silničních autobusů, které budou dopravovati osoby v provozu ministerstva železnic na vlastních linkách železniční správy vedle dosavadních automobilových tratí poštovních. Tři z objednaných autobusů staví firma Českomoravská-Kolben a tři Škodovy závody, při čemž karoserie jsou ze Studenecké vozovky. Prozatím budou otevřeny provozu tři trati a to v Čechách trať Pardubice—Choceň, na Slovensku Rožnava—Turňa a v Podkarpatské Rusi Mukačevo—Užhorod. (ČTK.) <box>24 865 560 1049</box>
article-body: Městská rada jihlavská usnesla se v poslední své schůzi zařaditi dodatečně do příštího rozpočtu položku Kč 2000 na podporu sportu. Tím buďu učiněn počátek vyhověti žádosti, přednesené delegací při sportovních manifestacích a obsažených v memorandu, které bylo předáno presidiu města. <box>24 750 560 842</box>
article-headline: Vrah dopaden. <box>1171 828 1298 845</box>
article-headline: Sebevražedný pokus vojína. <box>1182 1424 1445 1442</box>
header-rule-thin <box>17 61 1691 62</box>
